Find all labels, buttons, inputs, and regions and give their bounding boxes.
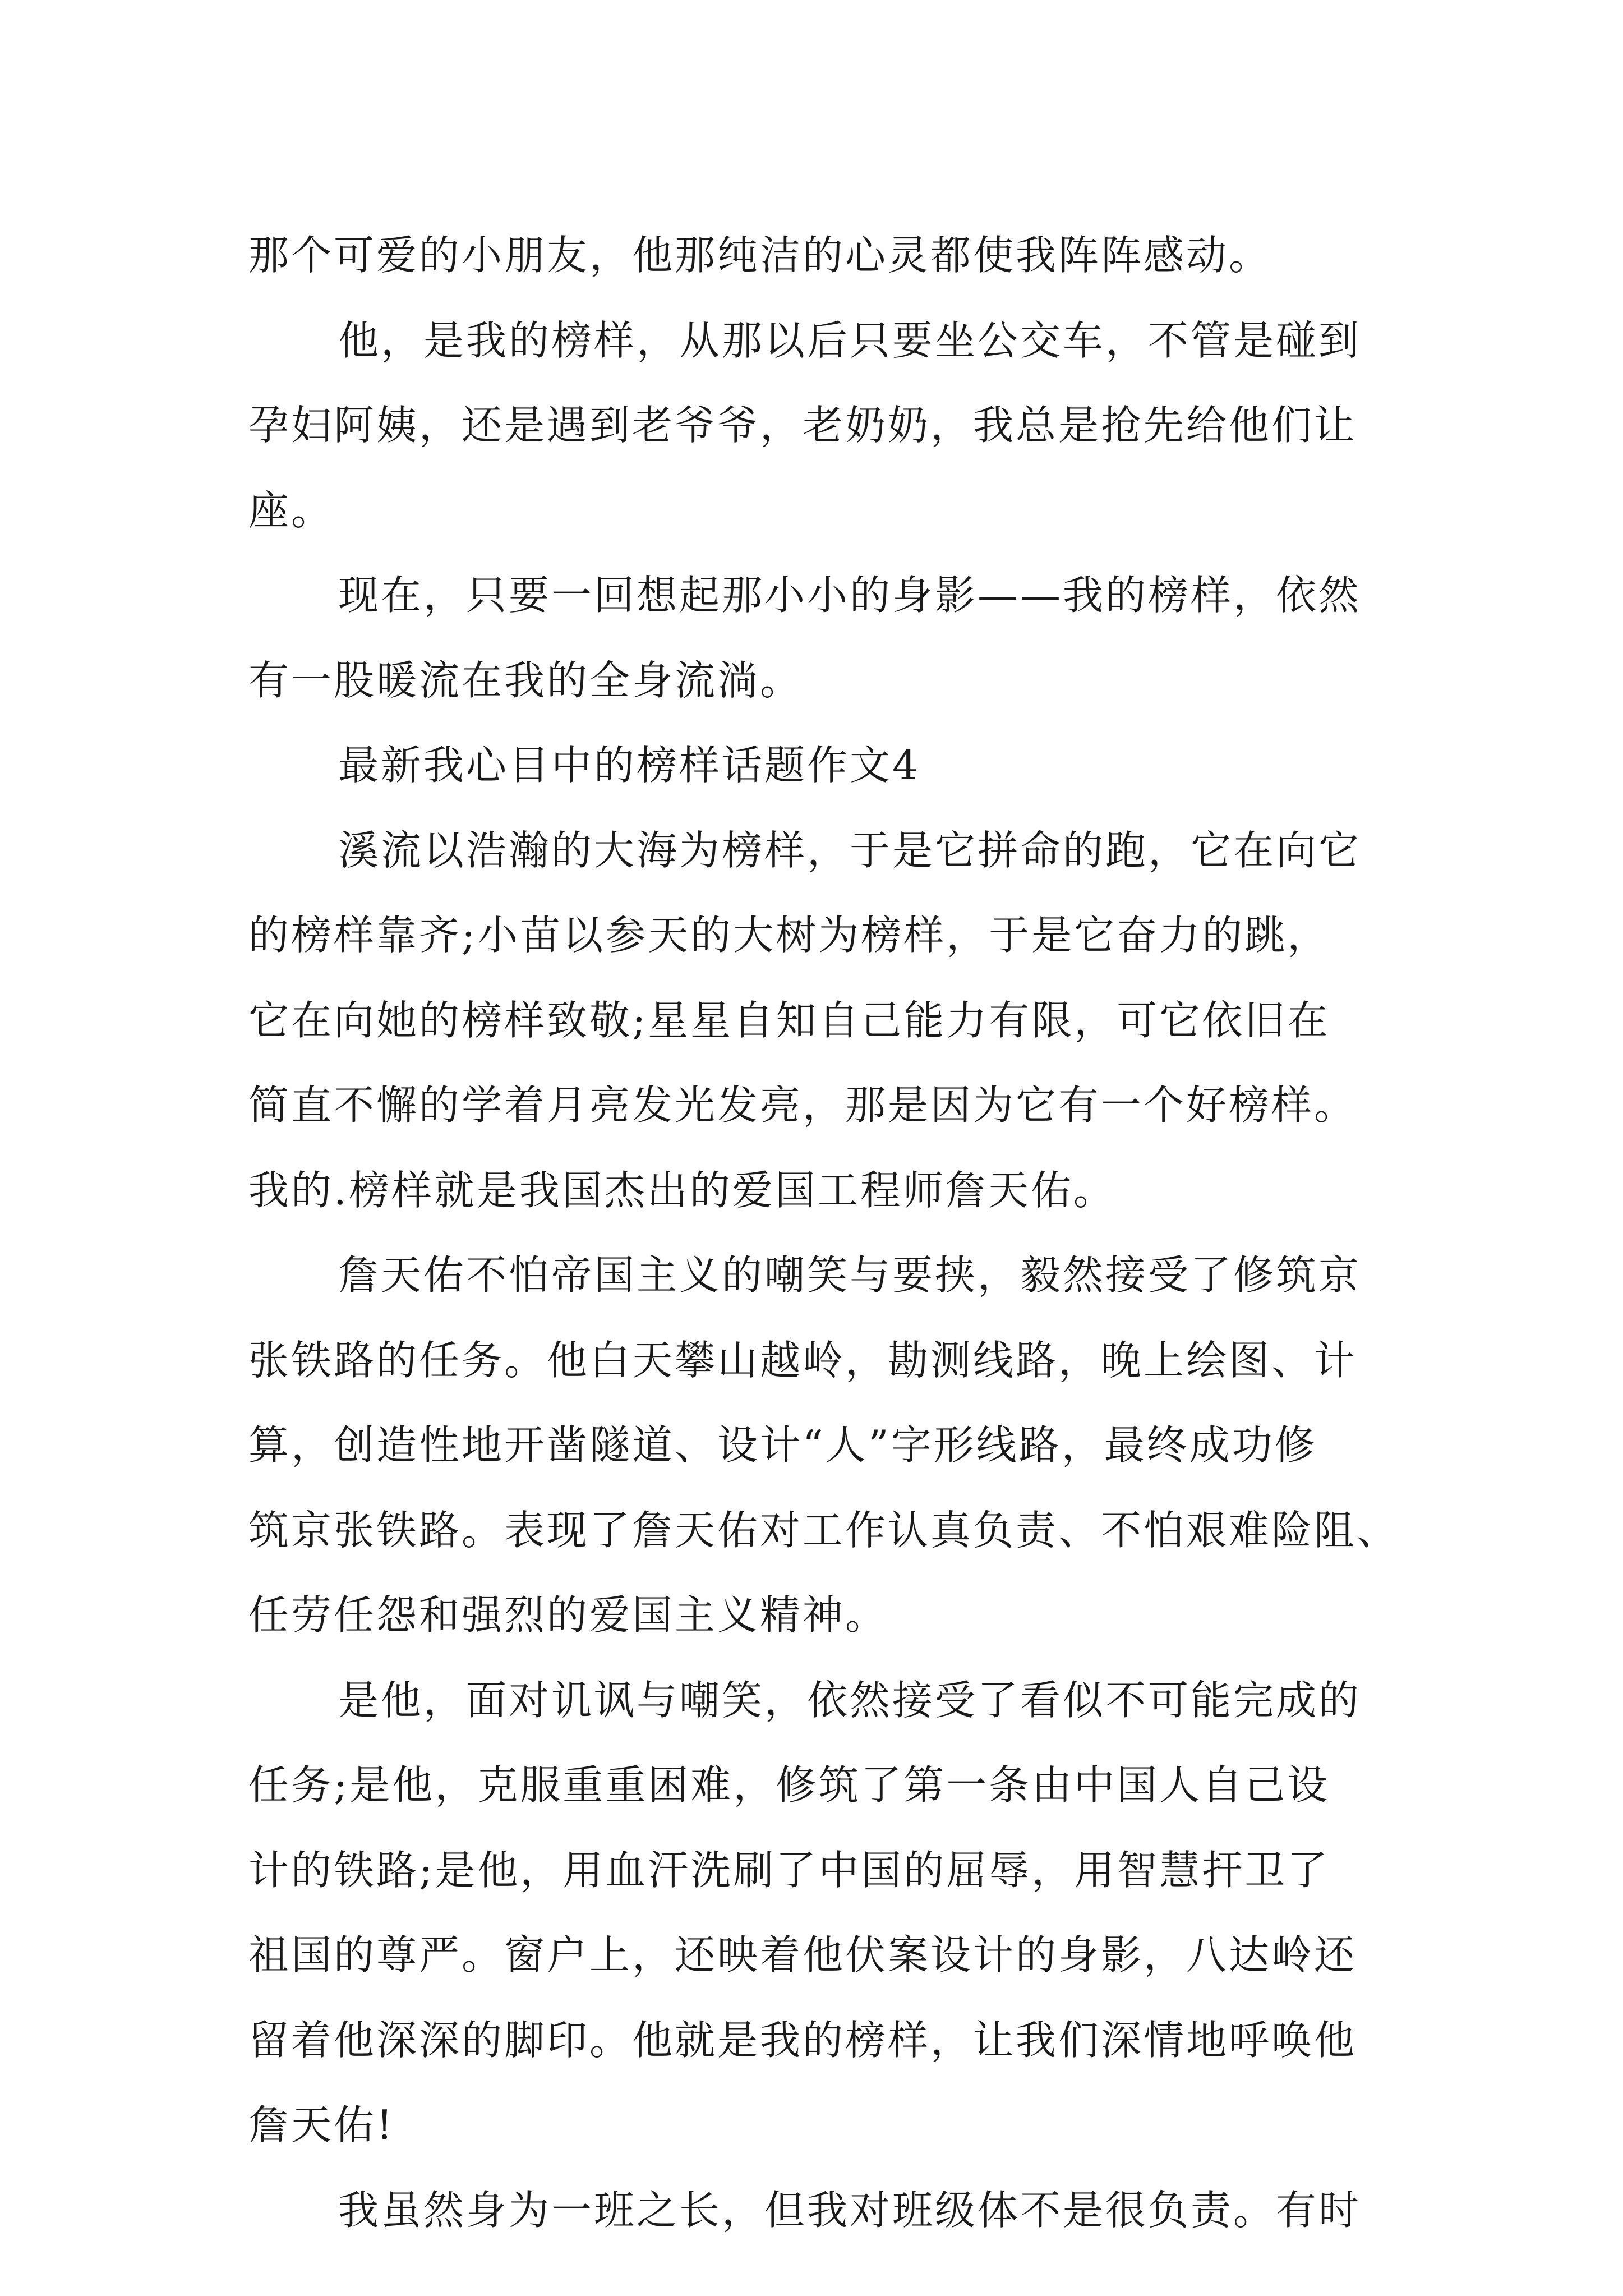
- text-line: 詹天佑!: [248, 2101, 395, 2148]
- text-line: 它在向她的榜样致敬;星星自知自己能力有限，可它依旧在: [248, 996, 1330, 1044]
- text-line: 祖国的尊严。窗户上，还映着他伏案设计的身影，八达岭还: [248, 1931, 1357, 1978]
- essay-body: [248, 213, 1400, 2253]
- text-line: 他，是我的榜样，从那以后只要坐公交车，不管是碰到: [338, 316, 1362, 364]
- text-line: 算，创造性地开凿隧道、设计“人”字形线路，最终成功修: [248, 1421, 1317, 1469]
- text-line: 张铁路的任务。他白天攀山越岭，勘测线路，晚上绘图、计: [248, 1336, 1357, 1384]
- text-line: 留着他深深的脚印。他就是我的榜样，让我们深情地呼唤他: [248, 2016, 1357, 2064]
- text-line: 计的铁路;是他，用血汗洗刷了中国的屈辱，用智慧扞卫了: [248, 1846, 1330, 1894]
- text-line: 有一股暖流在我的全身流淌。: [248, 656, 803, 704]
- text-line: 的榜样靠齐;小苗以参天的大树为榜样，于是它奋力的跳，: [248, 912, 1330, 959]
- text-line: 那个可爱的小朋友，他那纯洁的心灵都使我阵阵感动。: [248, 232, 1272, 279]
- text-line: 任务;是他，克服重重困难，修筑了第一条由中国人自己设: [248, 1761, 1330, 1809]
- text-line: 是他，面对讥讽与嘲笑，依然接受了看似不可能完成的: [338, 1676, 1362, 1724]
- text-line: 我虽然身为一班之长，但我对班级体不是很负责。有时: [338, 2186, 1362, 2234]
- text-line: 我的.榜样就是我国杰出的爱国工程师詹天佑。: [248, 1166, 1116, 1214]
- text-line: 座。: [248, 486, 334, 534]
- text-line: 詹天佑不怕帝国主义的嘲笑与要挟，毅然接受了修筑京: [338, 1251, 1362, 1299]
- text-line: 简直不懈的学着月亮发光发亮，那是因为它有一个好榜样。: [248, 1082, 1357, 1129]
- text-line: 最新我心目中的榜样话题作文4: [338, 742, 920, 789]
- text-line: 孕妇阿姨，还是遇到老爷爷，老奶奶，我总是抢先给他们让: [248, 402, 1357, 449]
- text-line: 筑京张铁路。表现了詹天佑对工作认真负责、不怕艰难险阻、: [248, 1506, 1400, 1554]
- text-line: 现在，只要一回想起那小小的身影——我的榜样，依然: [338, 572, 1362, 619]
- text-line: 任劳任怨和强烈的爱国主义精神。: [248, 1591, 888, 1639]
- text-line: 溪流以浩瀚的大海为榜样，于是它拼命的跑，它在向它: [338, 826, 1362, 874]
